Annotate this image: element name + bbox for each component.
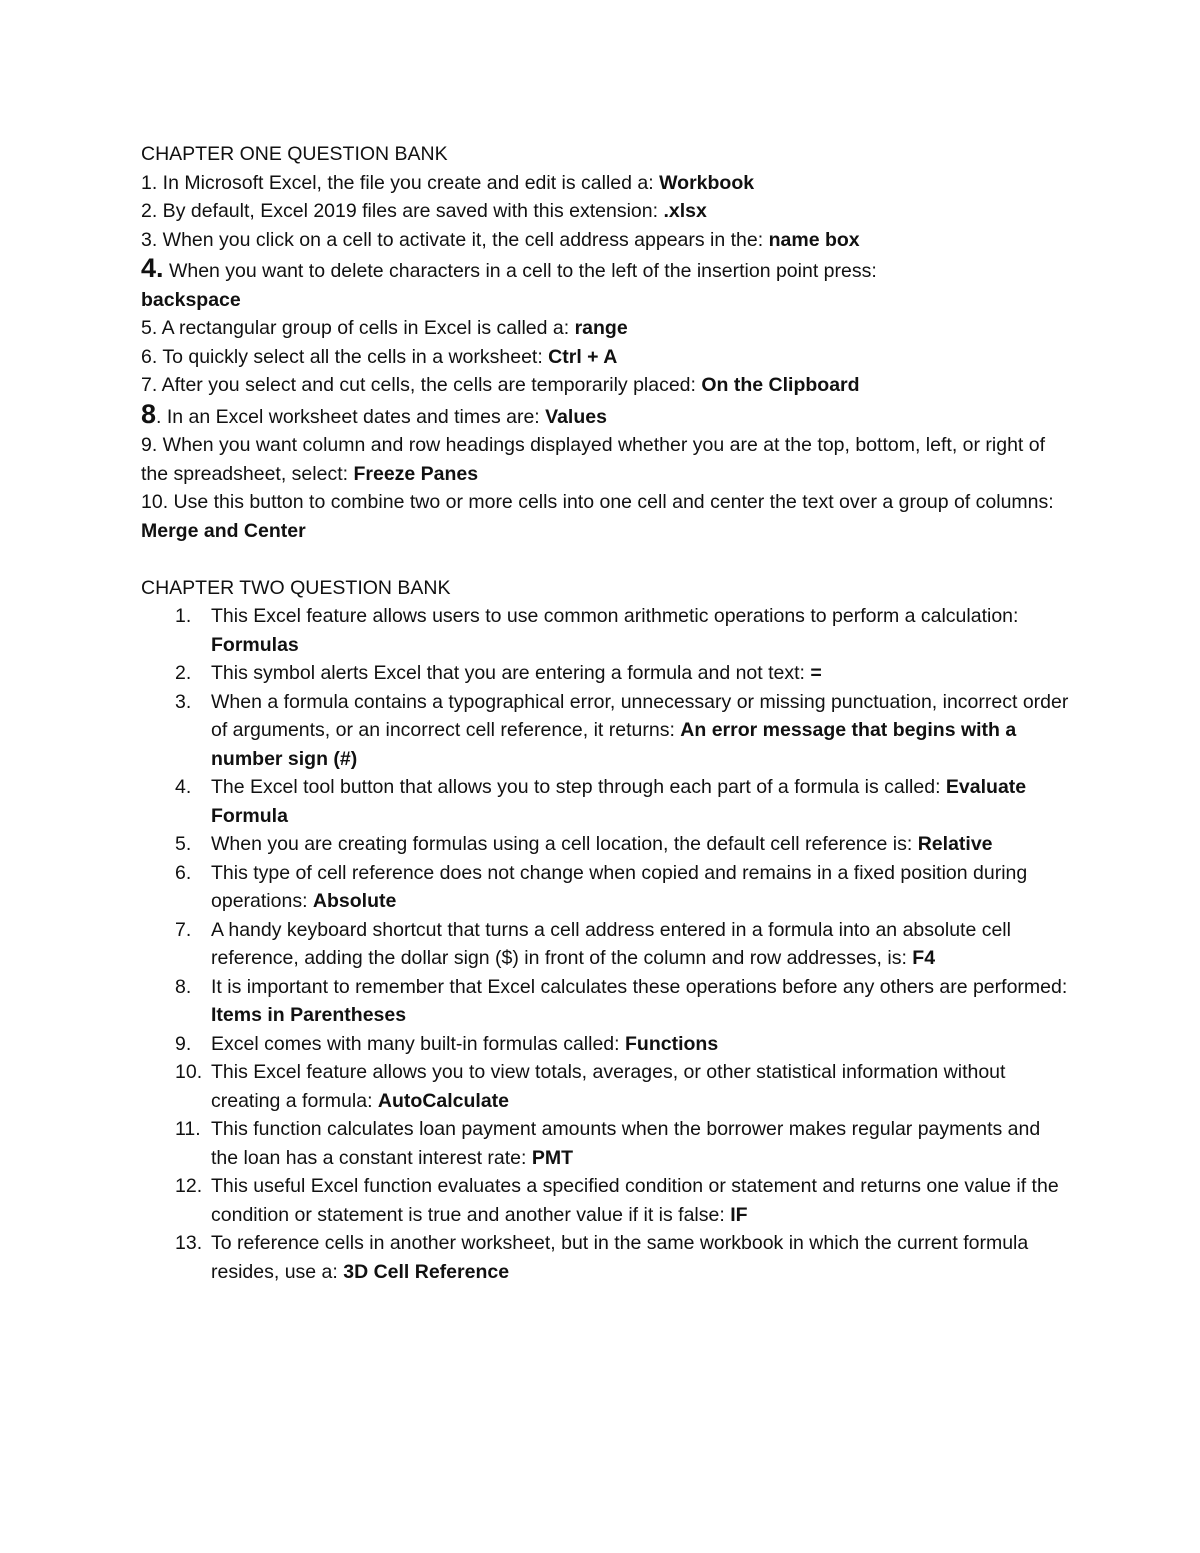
question-number: 2.	[141, 200, 158, 222]
chapter-two-question-7	[141, 916, 1071, 973]
chapter-two-question-11	[141, 1115, 1071, 1172]
chapter-one-question-1	[141, 169, 1071, 198]
chapter-one-question-2	[141, 197, 1071, 226]
chapter-one-question-3	[141, 226, 1071, 255]
question-number: 13.	[175, 1232, 203, 1254]
question-text: . In an Excel worksheet dates and times are:	[156, 405, 546, 428]
question-text: When you want column and row headings displayed whether you are at the top, bottom, left, or right of the spreadsheet, select:	[141, 434, 1046, 485]
chapter-two-question-8	[141, 973, 1071, 1030]
chapter-one-question-10	[141, 488, 1071, 545]
answer: Formulas	[211, 633, 299, 656]
answer: =	[810, 662, 822, 684]
chapter-two-question-6	[141, 859, 1071, 916]
chapter-one-heading: CHAPTER ONE QUESTION BANK	[141, 143, 448, 165]
question-number: 9.	[141, 434, 158, 456]
chapter-two-question-9	[141, 1030, 1071, 1059]
question-number: 6.	[175, 861, 192, 884]
answer: IF	[730, 1203, 748, 1226]
chapter-two-question-10	[141, 1058, 1071, 1115]
answer: 3D Cell Reference	[343, 1260, 510, 1283]
question-number: 9.	[175, 1032, 192, 1055]
question-text: This symbol alerts Excel that you are entering a formula and not text:	[211, 662, 811, 684]
question-text: A handy keyboard shortcut that turns a cell address entered in a formula into an absolute cell reference, adding the dollar sign ($) in front of the column and row addresses, is:	[211, 918, 1011, 969]
question-number: 1.	[141, 171, 158, 194]
question-number: 12.	[175, 1175, 203, 1197]
chapter-two-question-2	[141, 659, 1071, 688]
answer: On the Clipboard	[701, 374, 860, 396]
question-text: When you are creating formulas using a cell location, the default cell reference is:	[211, 833, 918, 855]
answer: Freeze Panes	[353, 462, 479, 485]
question-number: 4.	[175, 776, 192, 798]
chapter-two-question-3	[141, 688, 1071, 774]
question-text: A rectangular group of cells in Excel is called a:	[157, 317, 575, 339]
section-spacer	[141, 545, 1071, 574]
chapter-two-question-4	[141, 773, 1071, 830]
chapter-two-question-1	[141, 602, 1071, 659]
answer: range	[574, 317, 628, 339]
question-text: When a formula contains a typographical error, unnecessary or missing punctuation, incorrect order of arguments, or an incorrect cell reference, it returns:	[211, 690, 1069, 741]
answer: Evaluate Formula	[211, 776, 1027, 827]
chapter-one-question-6	[141, 343, 1071, 372]
answer: Functions	[625, 1032, 719, 1055]
answer: Ctrl + A	[548, 345, 618, 368]
question-number: 2.	[175, 662, 192, 684]
question-number: 7.	[141, 374, 158, 396]
question-text: The Excel tool button that allows you to step through each part of a formula is called:	[211, 776, 946, 798]
question-text: This function calculates loan payment amounts when the borrower makes regular payments and the loan has a constant interest rate:	[211, 1118, 1041, 1169]
question-text: When you click on a cell to activate it, the cell address appears in the:	[157, 228, 769, 251]
answer: Absolute	[312, 890, 397, 912]
chapter-two-question-13	[141, 1229, 1071, 1286]
answer: Relative	[917, 833, 993, 855]
question-text: When you want to delete characters in a cell to the left of the insertion point press:	[163, 260, 877, 282]
question-text: This type of cell reference does not change when copied and remains in a fixed position during operations:	[211, 861, 1028, 912]
question-number: 7.	[175, 918, 192, 941]
question-number: 5.	[175, 833, 192, 855]
answer: backspace	[141, 288, 241, 311]
chapter-one-question-4	[141, 254, 1071, 314]
question-number: 1.	[175, 605, 192, 627]
chapter-two-question-list	[141, 602, 1071, 1286]
question-number: 6.	[141, 345, 158, 368]
question-text: This useful Excel function evaluates a specified condition or statement and returns one value if the condition or statement is true and another value if it is false:	[211, 1175, 1059, 1226]
question-number: 3.	[175, 690, 192, 713]
question-text: Excel comes with many built-in formulas called:	[211, 1032, 625, 1055]
question-text: This Excel feature allows you to view totals, averages, or other statistical information without creating a formula:	[211, 1061, 1006, 1112]
answer: Items in Parentheses	[211, 1004, 407, 1026]
answer: F4	[912, 947, 936, 969]
answer: Values	[545, 405, 607, 428]
answer: name box	[768, 228, 860, 251]
question-text: . Use this button to combine two or more cells into one cell and center the text over a group of columns:	[162, 491, 1054, 513]
answer: Workbook	[659, 171, 755, 194]
chapter-two-question-5	[141, 830, 1071, 859]
question-text: After you select and cut cells, the cells are temporarily placed:	[157, 374, 702, 396]
question-number: 3.	[141, 228, 158, 251]
question-text: It is important to remember that Excel calculates these operations before any others are performed:	[211, 975, 1068, 998]
question-text: By default, Excel 2019 files are saved with this extension:	[157, 200, 664, 222]
chapter-two-heading: CHAPTER TWO QUESTION BANK	[141, 576, 451, 599]
answer: AutoCalculate	[377, 1089, 510, 1112]
question-number: 8.	[175, 975, 192, 998]
chapter-two-question-12	[141, 1172, 1071, 1229]
question-text: In Microsoft Excel, the file you create and edit is called a:	[157, 171, 660, 194]
question-text: To reference cells in another worksheet, but in the same workbook in which the current formula resides, use a:	[211, 1232, 1029, 1283]
chapter-one-question-8	[141, 400, 1071, 432]
chapter-one-question-5	[141, 314, 1071, 343]
chapter-one-question-7	[141, 371, 1071, 400]
question-number: 10.	[175, 1061, 203, 1083]
chapter-one-question-9	[141, 431, 1071, 488]
answer: Merge and Center	[141, 519, 306, 542]
question-number: 10	[141, 491, 163, 513]
question-text: To quickly select all the cells in a worksheet:	[157, 345, 549, 368]
answer: PMT	[531, 1146, 574, 1169]
document-content	[141, 140, 1071, 1286]
answer: An error message that begins with a number sign (#)	[211, 719, 1017, 770]
question-number: 11.	[175, 1118, 201, 1140]
question-number: 5.	[141, 317, 158, 339]
answer: .xlsx	[663, 200, 707, 222]
question-text: This Excel feature allows users to use common arithmetic operations to perform a calculation:	[211, 605, 1019, 627]
question-number: 4.	[141, 253, 164, 283]
question-number: 8	[141, 398, 157, 429]
